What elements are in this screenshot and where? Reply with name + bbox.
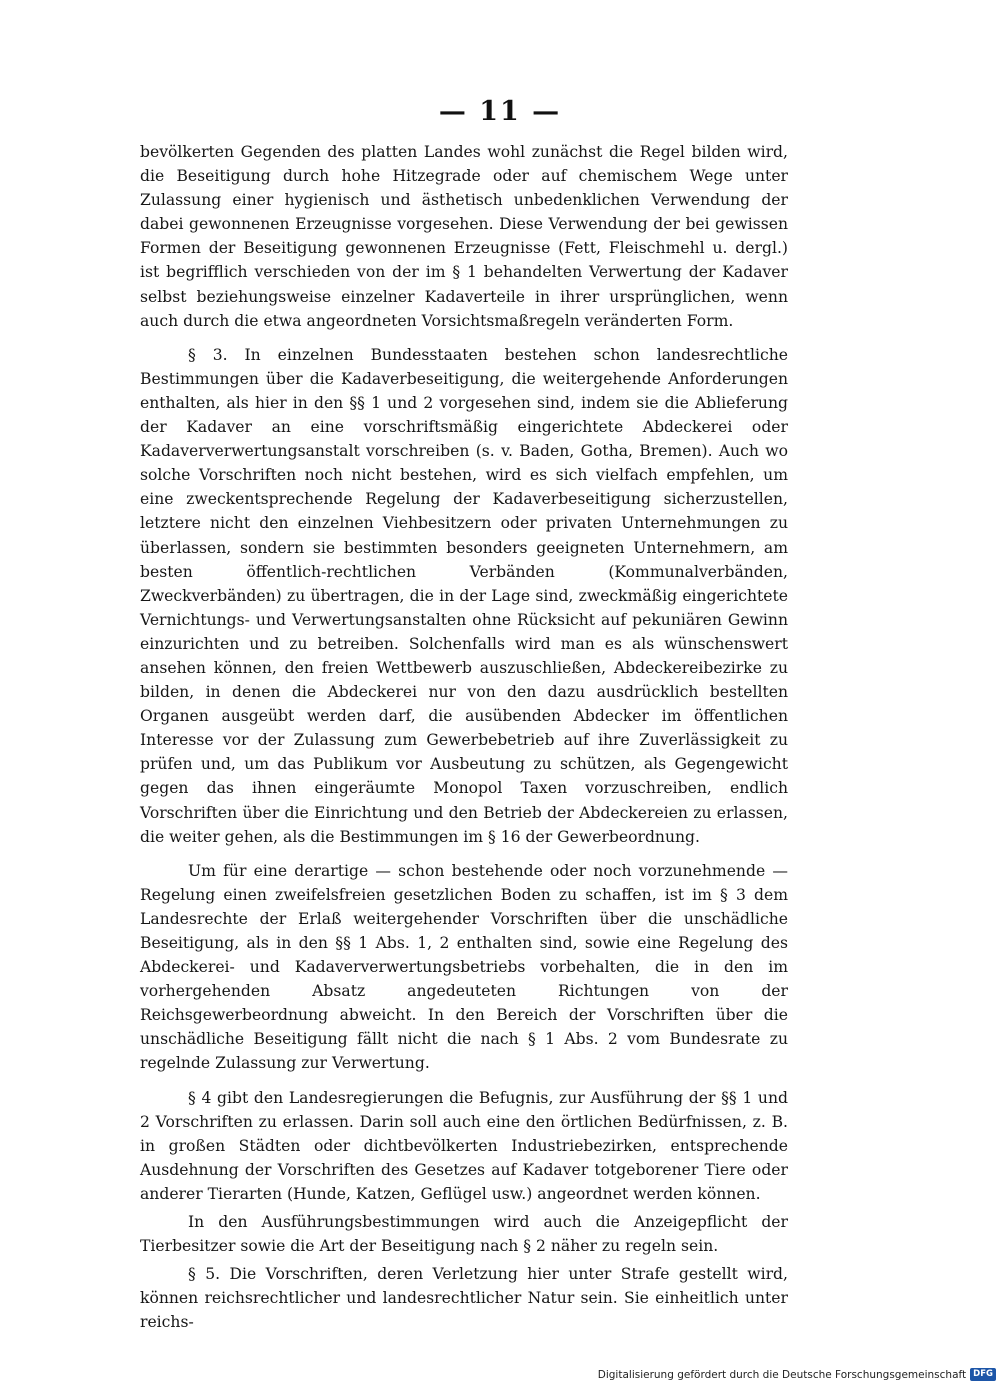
paragraph-section-5: § 5. Die Vorschriften, deren Verletzung hier unter Strafe gestellt wird, können reichsrechtlicher und landesrechtlicher Natur sein. Sie einheitlich unter reichs- (140, 1265, 788, 1332)
dfg-logo-icon: DFG (970, 1368, 996, 1381)
document-body (140, 140, 788, 1335)
paragraph-section-4: § 4 gibt den Landesregierungen die Befugnis, zur Ausführung der §§ 1 und 2 Vorschriften zu erlassen. Darin soll auch eine den örtlichen Bedürfnissen, z. B. in großen Städten oder dichtbevölkerten Industriebezirken, entsprechende Ausdehnung der Vorschriften des Gesetzes auf Kadaver totgeborener Tiere oder anderer Tierarten (Hunde, Katzen, Geflügel usw.) angeordnet werden können. (140, 1088, 788, 1203)
footer-credit-text: Digitalisierung gefördert durch die Deutsche Forschungsgemeinschaft (597, 1368, 967, 1381)
page-number: — 11 — (438, 96, 562, 127)
paragraph-section-3: § 3. In einzelnen Bundesstaaten bestehen schon landesrechtliche Bestimmungen über die Kadaverbeseitigung, die weitergehende Anforderungen enthalten, als hier in den §§ 1 und 2 vorgesehen sind, indem sie die Ablieferung der Kadaver an eine vorschriftsmäßig eingerichtete Abdeckerei oder Kadaververwertungsanstalt vorschreiben (s. v. Baden, Gotha, Bremen). Auch wo solche Vorschriften noch nicht bestehen, wird es sich vielfach empfehlen, um eine zweckentsprechende Regelung der Kadaverbeseitigung sicherzustellen, letztere nicht den einzelnen Viehbesitzern oder privaten Unternehmungen zu überlassen, sondern sie bestimmten besonders geeigneten Unternehmern, am besten öffentlich-rechtlichen Verbänden (Kommunalverbänden, Zweckverbänden) zu übertragen, die in der Lage sind, zweckmäßig eingerichtete Vernichtungs- und Verwertungsanstalten ohne Rücksicht auf pekuniären Gewinn einzurichten und zu betreiben. Solchenfalls wird man es als wünschenswert ansehen können, den freien Wettbewerb auszuschließen, Abdeckereibezirke zu bilden, in denen die Abdeckerei nur von den dazu ausdrücklich bestellten Organen ausgeübt werden darf, die ausübenden Abdecker im öffentlichen Interesse vor der Zulassung zum Gewerbebetrieb auf ihre Zuverlässigkeit zu prüfen und, um das Publikum vor Ausbeutung zu schützen, als Gegengewicht gegen das ihnen eingeräumte Monopol Taxen vorzuschreiben, endlich Vorschriften über die Einrichtung und den Betrieb der Abdeckereien zu erlassen, die weiter gehen, als die Bestimmungen im § 16 der Gewerbeordnung. (140, 345, 788, 846)
paragraph-section-4-notice: In den Ausführungsbestimmungen wird auch die Anzeigepflicht der Tierbesitzer sowie die Art der Beseitigung nach § 2 näher zu regeln sein. (140, 1213, 788, 1256)
paragraph-section-3-explanation: Um für eine derartige — schon bestehende oder noch vorzunehmende — Regelung einen zweifelsfreien gesetzlichen Boden zu schaffen, ist im § 3 dem Landesrechte der Erlaß weitergehender Vorschriften über die unschädliche Beseitigung, als in den §§ 1 Abs. 1, 2 enthalten sind, sowie eine Regelung des Abdeckerei- und Kadaververwertungsbetriebs vorbehalten, die in den im vorhergehenden Absatz angedeuteten Richtungen von der Reichsgewerbeordnung abweicht. In den Bereich der Vorschriften über die unschädliche Beseitigung fällt nicht die nach § 1 Abs. 2 vom Bundesrate zu regelnde Zulassung zur Verwertung. (140, 861, 788, 1073)
paragraph-continuation: bevölkerten Gegenden des platten Landes wohl zunächst die Regel bilden wird, die Beseitigung durch hohe Hitzegrade oder auf chemischem Wege unter Zulassung einer hygienisch und ästhetisch unbedenklichen Verwendung der dabei gewonnenen Erzeugnisse vorgesehen. Diese Verwendung der bei gewissen Formen der Beseitigung gewonnenen Erzeugnisse (Fett, Fleischmehl u. dergl.) ist begrifflich verschieden von der im § 1 behandelten Verwertung der Kadaver selbst beziehungsweise einzelner Kadaverteile in ihrer ursprünglichen, wenn auch durch die etwa angeordneten Vorsichtsmaßregeln veränderten Form. (140, 143, 788, 330)
digitization-footer (597, 1366, 1000, 1383)
